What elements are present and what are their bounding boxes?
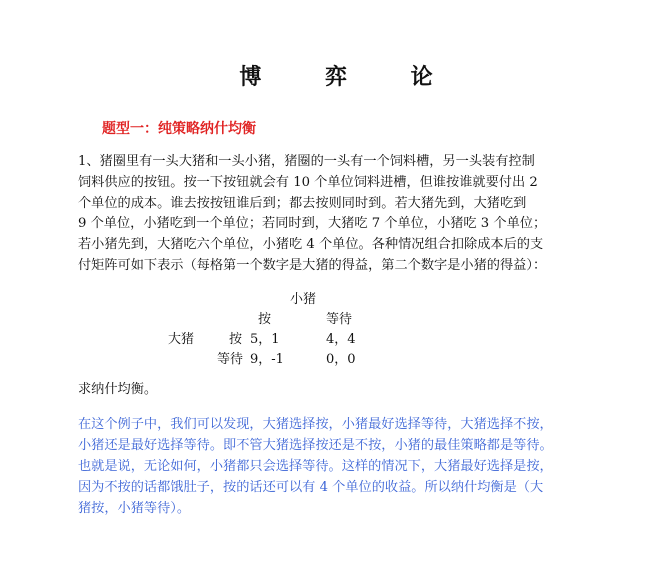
column-action-press: 按: [258, 312, 272, 327]
answer-line: 因为不按的话都饿肚子，按的话还可以有 4 个单位的收益。所以纳什均衡是（大: [78, 480, 544, 495]
answer-text: [78, 414, 608, 519]
payoff-cell: 9，-1: [250, 352, 284, 367]
question-text: 求纳什均衡。: [78, 382, 158, 397]
payoff-matrix: [0, 288, 672, 368]
answer-line: 小猪还是最好选择等待。即不管大猪选择按还是不按，小猪的最佳策略都是等待。: [78, 438, 553, 453]
page-title: 博 弈 论: [239, 65, 461, 90]
answer-line: 也就是说，无论如何，小猪都只会选择等待。这样的情况下，大猪最好选择是按，: [78, 459, 553, 474]
problem-line: 9 个单位，小猪吃到一个单位；若同时到，大猪吃 7 个单位，小猪吃 3 个单位；: [78, 216, 547, 232]
problem-line: 个单位的成本。谁去按按钮谁后到；都去按则同时到。若大猪先到，大猪吃到: [78, 195, 527, 211]
problem-line: 饲料供应的按钮。按一下按钮就会有 10 个单位饲料进槽，但谁按谁就要付出 2: [78, 174, 538, 190]
payoff-cell: 5，1: [250, 332, 280, 347]
row-action-wait: 等待: [217, 352, 244, 367]
row-player-label: 大猪: [168, 332, 195, 347]
problem-text: [78, 152, 604, 277]
payoff-cell: 0，0: [326, 352, 356, 367]
problem-line: 1、猪圈里有一头大猪和一头小猪，猪圈的一头有一个饲料槽，另一头装有控制: [78, 154, 535, 169]
row-action-press: 按: [229, 332, 243, 347]
answer-line: 在这个例子中，我们可以发现，大猪选择按，小猪最好选择等待，大猪选择不按，: [78, 417, 553, 432]
column-action-wait: 等待: [326, 312, 353, 327]
problem-line: 若小猪先到，大猪吃六个单位，小猪吃 4 个单位。各种情况组合扣除成本后的支: [78, 237, 544, 253]
section-heading: 题型一：纯策略纳什均衡: [102, 121, 256, 137]
column-player-label: 小猪: [290, 292, 317, 307]
answer-line: 猪按，小猪等待）。: [78, 501, 191, 516]
payoff-cell: 4，4: [326, 332, 356, 347]
problem-line: 付矩阵可如下表示（每格第一个数字是大猪的得益，第二个数字是小猪的得益）：: [78, 257, 547, 273]
